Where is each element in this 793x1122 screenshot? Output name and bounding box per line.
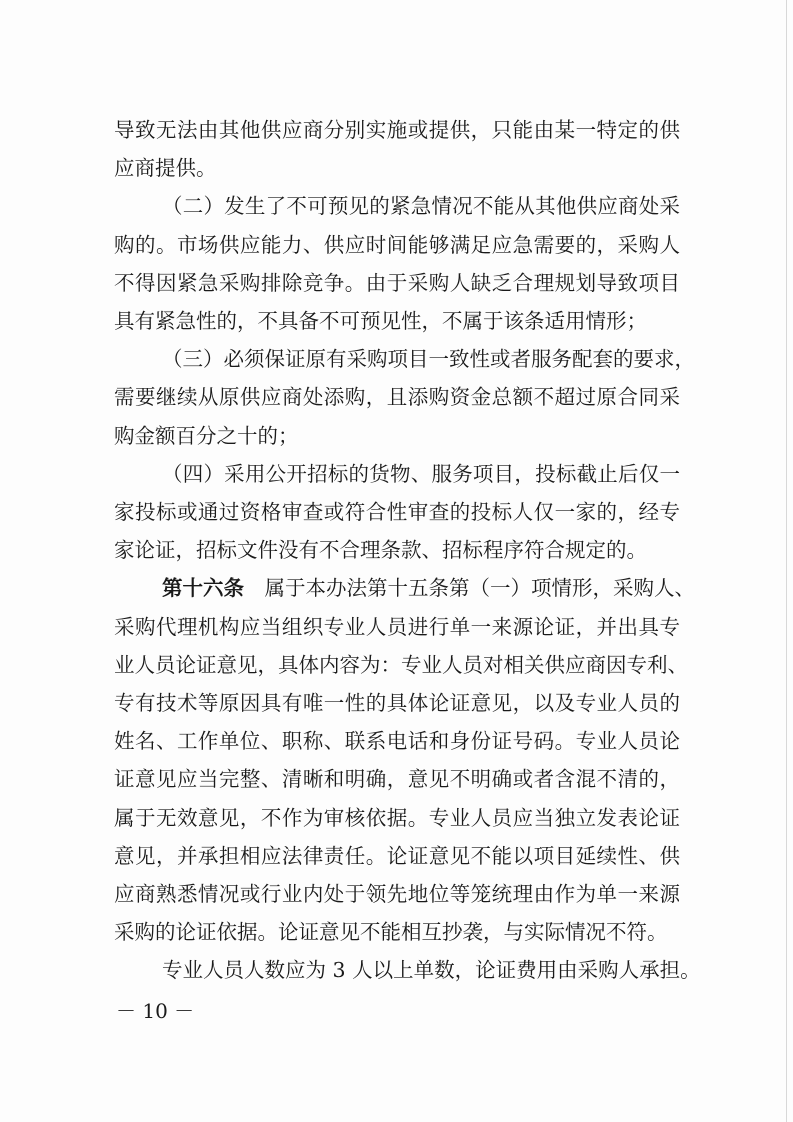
text-line: （二）发生了不可预见的紧急情况不能从其他供应商处采: [162, 194, 680, 219]
text-line: 证意见应当完整、清晰和明确，意见不明确或者含混不清的，: [114, 767, 680, 792]
text-line: 具有紧急性的，不具备不可预见性，不属于该条适用情形；: [114, 309, 647, 333]
text-line: 购的。市场供应能力、供应时间能够满足应急需要的，采购人: [114, 232, 680, 257]
page-number: － 10 －: [116, 999, 195, 1024]
scan-edge: [786, 0, 787, 1122]
text-line: 专业人员人数应为 3 人以上单数，论证费用由采购人承担。: [162, 958, 701, 983]
text-line: 姓名、工作单位、职称、联系电话和身份证号码。专业人员论: [114, 729, 680, 754]
text-line: 不得因紧急采购排除竞争。由于采购人缺乏合理规划导致项目: [114, 270, 680, 295]
text-line: 需要继续从原供应商处添购，且添购资金总额不超过原合同采: [114, 385, 680, 410]
text-line: 采购的论证依据。论证意见不能相互抄袭，与实际情况不符。: [114, 920, 668, 945]
text-line: 意见，并承担相应法律责任。论证意见不能以项目延续性、供: [114, 843, 680, 868]
text-span: 属于本办法第十五条第（一）项情形，采购人、: [264, 576, 695, 601]
article-heading: 第十六条: [162, 576, 244, 601]
text-line: 专有技术等原因具有唯一性的具体论证意见，以及专业人员的: [114, 691, 680, 715]
text-line: 导致无法由其他供应商分别实施或提供，只能由某一特定的供: [114, 118, 680, 142]
text-line: 采购代理机构应当组织专业人员进行单一来源论证，并出具专: [114, 614, 680, 639]
article-first-line: [162, 570, 695, 606]
text-line: 家论证，招标文件没有不合理条款、招标程序符合规定的。: [114, 538, 647, 563]
text-line: （三）必须保证原有采购项目一致性或者服务配套的要求，: [162, 347, 695, 372]
text-line: （四）采用公开招标的货物、服务项目，投标截止后仅一: [162, 461, 680, 486]
text-line: 购金额百分之十的；: [114, 423, 299, 448]
text-line: 属于无效意见，不作为审核依据。专业人员应当独立发表论证: [114, 805, 680, 830]
text-span: [244, 576, 265, 600]
text-line: 应商熟悉情况或行业内处于领先地位等笼统理由作为单一来源: [114, 882, 680, 906]
text-line: 应商提供。: [114, 156, 217, 181]
text-line: 家投标或通过资格审查或符合性审查的投标人仅一家的，经专: [114, 500, 680, 524]
text-line: 业人员论证意见，具体内容为：专业人员对相关供应商因专利、: [114, 652, 688, 677]
